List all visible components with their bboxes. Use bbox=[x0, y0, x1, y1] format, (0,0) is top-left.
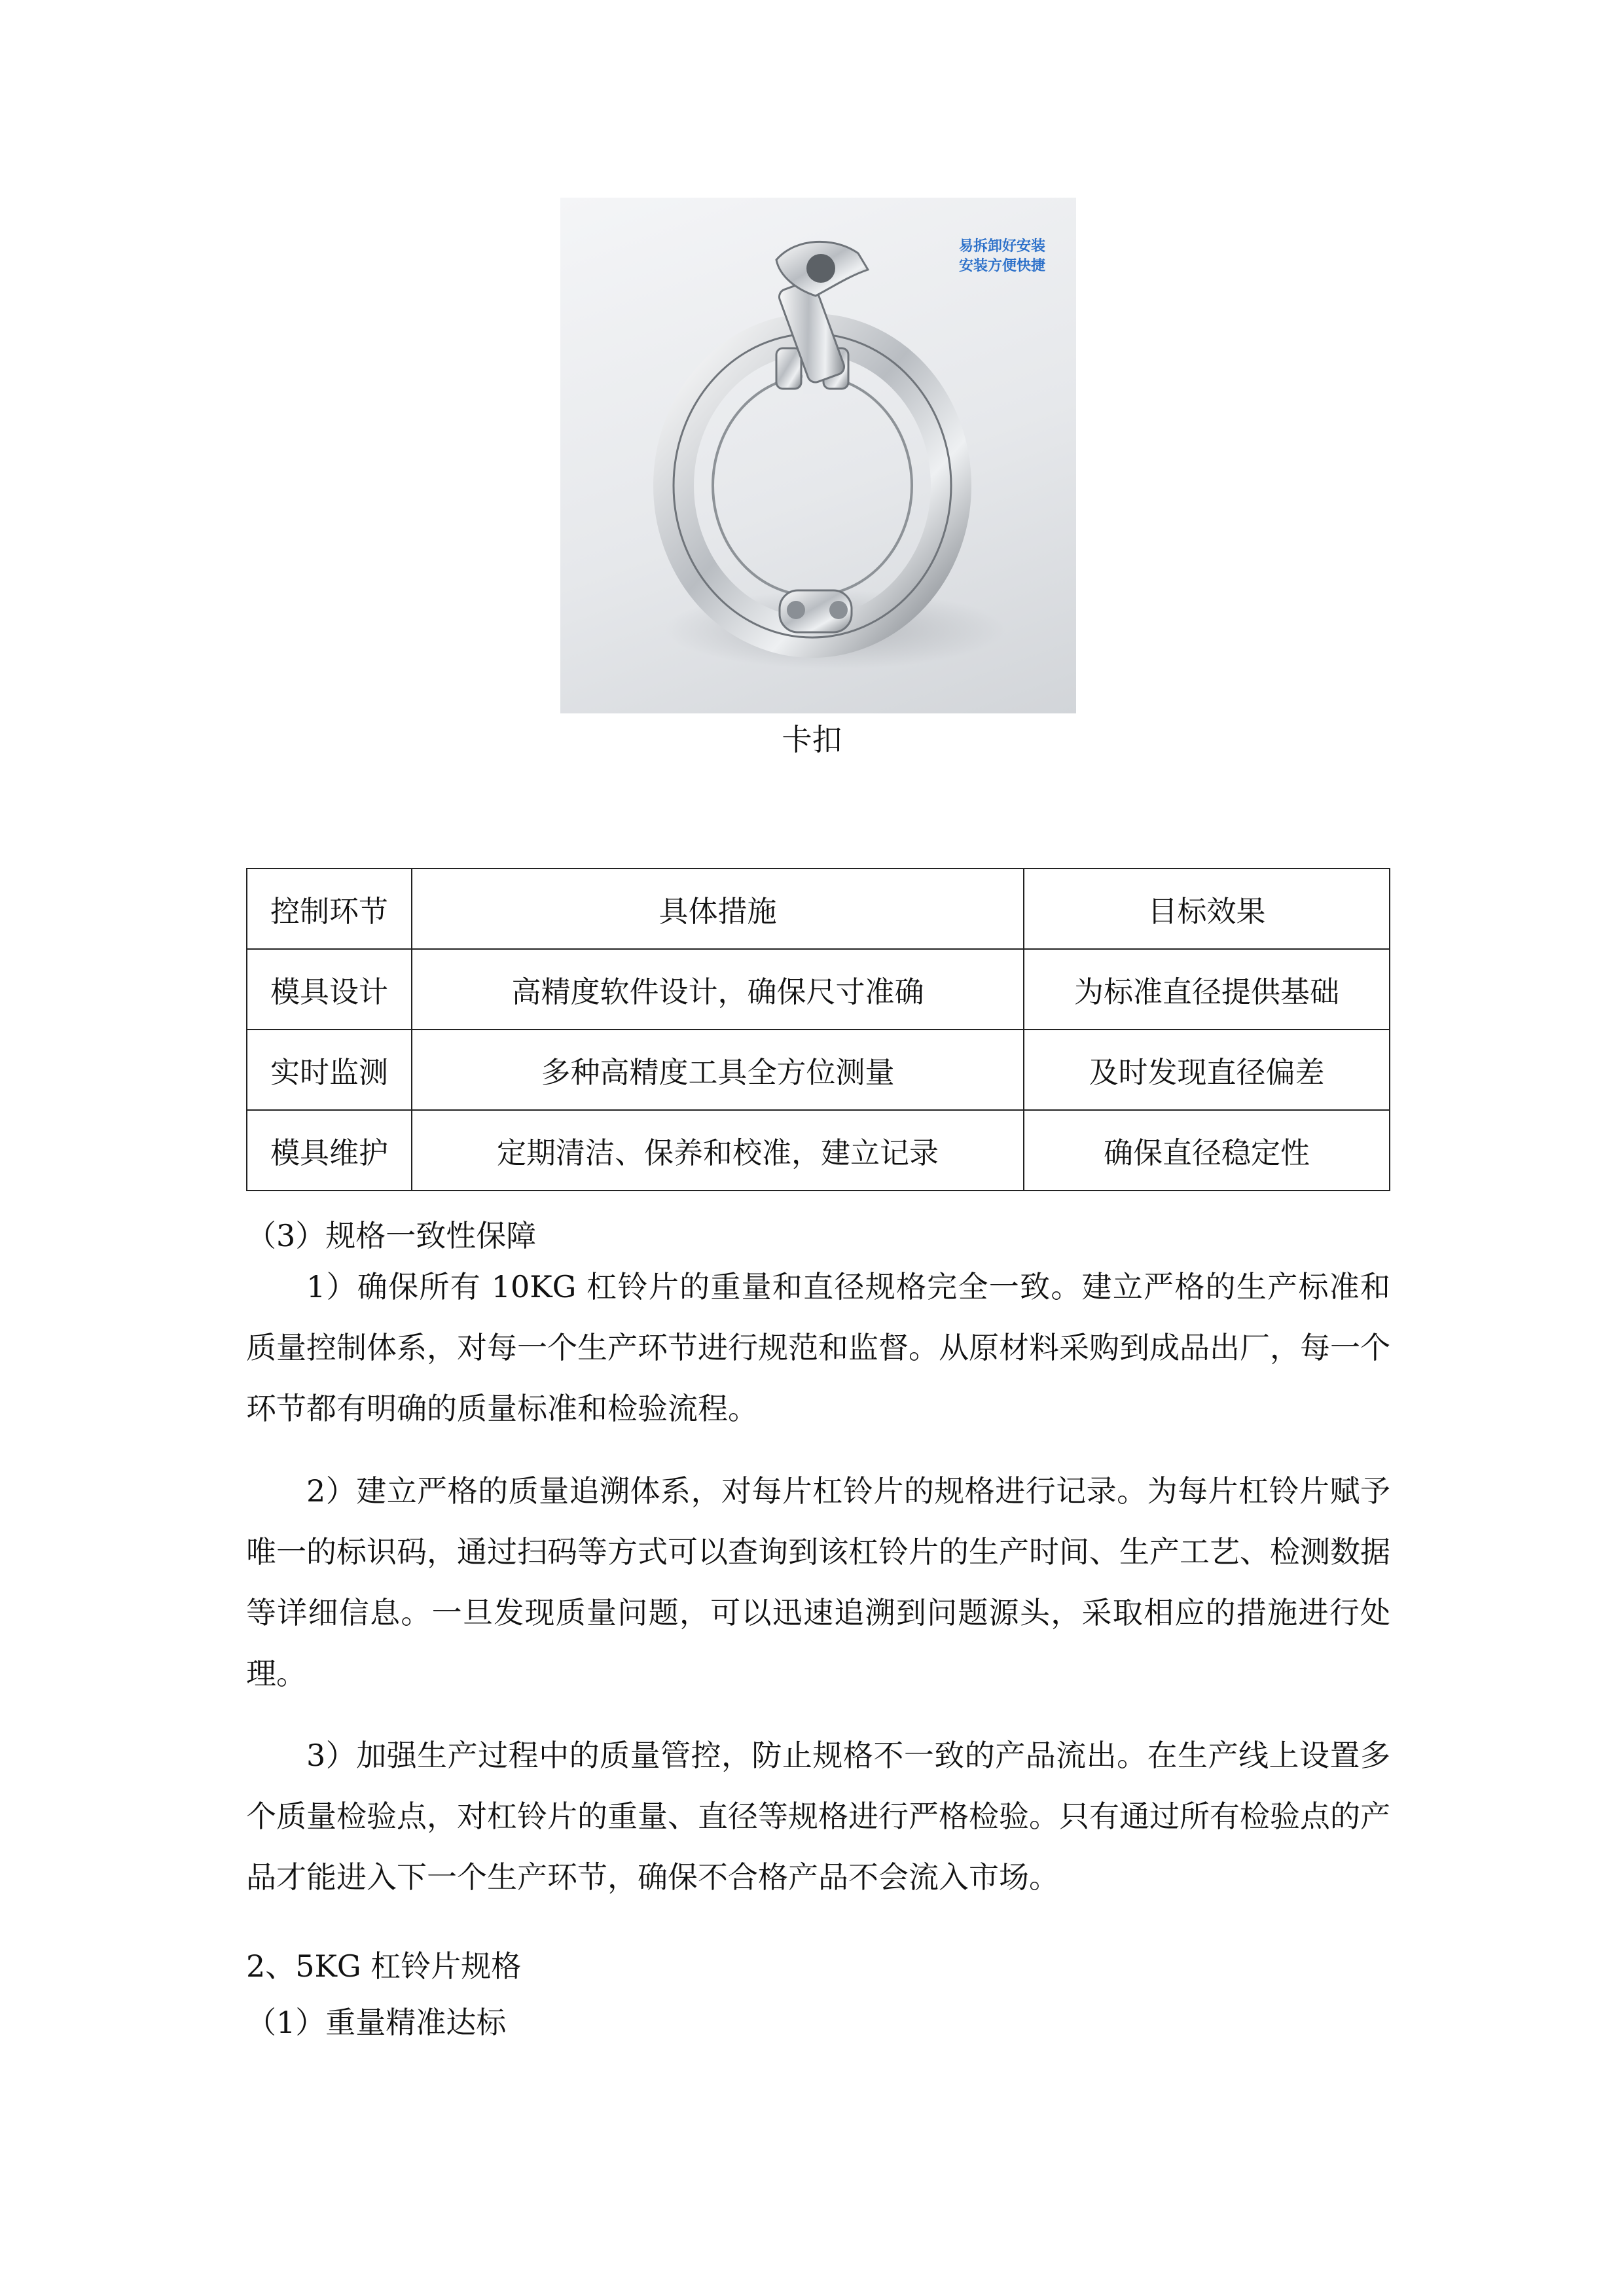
table-cell: 多种高精度工具全方位测量 bbox=[412, 1030, 1024, 1110]
table-cell: 确保直径稳定性 bbox=[1024, 1110, 1390, 1191]
table-cell: 定期清洁、保养和校准，建立记录 bbox=[412, 1110, 1024, 1191]
subheading-weight: （1）重量精准达标 bbox=[246, 2005, 507, 2040]
table-cell: 模具设计 bbox=[247, 949, 412, 1030]
figure-caption: 卡扣 bbox=[782, 722, 842, 757]
table-row bbox=[247, 949, 1390, 1030]
table-header-cell: 目标效果 bbox=[1024, 869, 1390, 949]
overlay-line-1: 易拆卸好安装 bbox=[958, 238, 1045, 255]
control-table bbox=[246, 868, 1390, 1191]
section-heading-consistency: （3）规格一致性保障 bbox=[246, 1218, 537, 1253]
clamp-product-photo bbox=[560, 198, 1076, 713]
overlay-line-2: 安装方便快捷 bbox=[958, 258, 1045, 274]
paragraph-2: 2）建立严格的质量追溯体系，对每片杠铃片的规格进行记录。为每片杠铃片赋予唯一的标识码，通过扫码等方式可以查询到该杠铃片的生产时间、生产工艺、检测数据等详细信息。一旦发现质量问题，可以迅速追溯到问题源头，采取相应的措施进行处理。 bbox=[246, 1473, 1390, 1691]
table-cell: 为标准直径提供基础 bbox=[1024, 949, 1390, 1030]
table-row bbox=[247, 1030, 1390, 1110]
table-header-cell: 控制环节 bbox=[247, 869, 412, 949]
photo-overlay-text bbox=[940, 237, 1064, 276]
table-row bbox=[247, 1110, 1390, 1191]
paragraph-1: 1）确保所有 10KG 杠铃片的重量和直径规格完全一致。建立严格的生产标准和质量控制体系，对每一个生产环节进行规范和监督。从原材料采购到成品出厂，每一个环节都有明确的质量标准和检验流程。 bbox=[246, 1269, 1390, 1426]
table-cell: 高精度软件设计，确保尺寸准确 bbox=[412, 949, 1024, 1030]
table-cell: 模具维护 bbox=[247, 1110, 412, 1191]
table-header-row bbox=[247, 869, 1390, 949]
table-header-cell: 具体措施 bbox=[412, 869, 1024, 949]
section-heading-5kg: 2、5KG 杠铃片规格 bbox=[246, 1948, 522, 1984]
table-cell: 实时监测 bbox=[247, 1030, 412, 1110]
table-cell: 及时发现直径偏差 bbox=[1024, 1030, 1390, 1110]
paragraph-3: 3）加强生产过程中的质量管控，防止规格不一致的产品流出。在生产线上设置多个质量检验点，对杠铃片的重量、直径等规格进行严格检验。只有通过所有检验点的产品才能进入下一个生产环节，确保不合格产品不会流入市场。 bbox=[246, 1738, 1390, 1895]
